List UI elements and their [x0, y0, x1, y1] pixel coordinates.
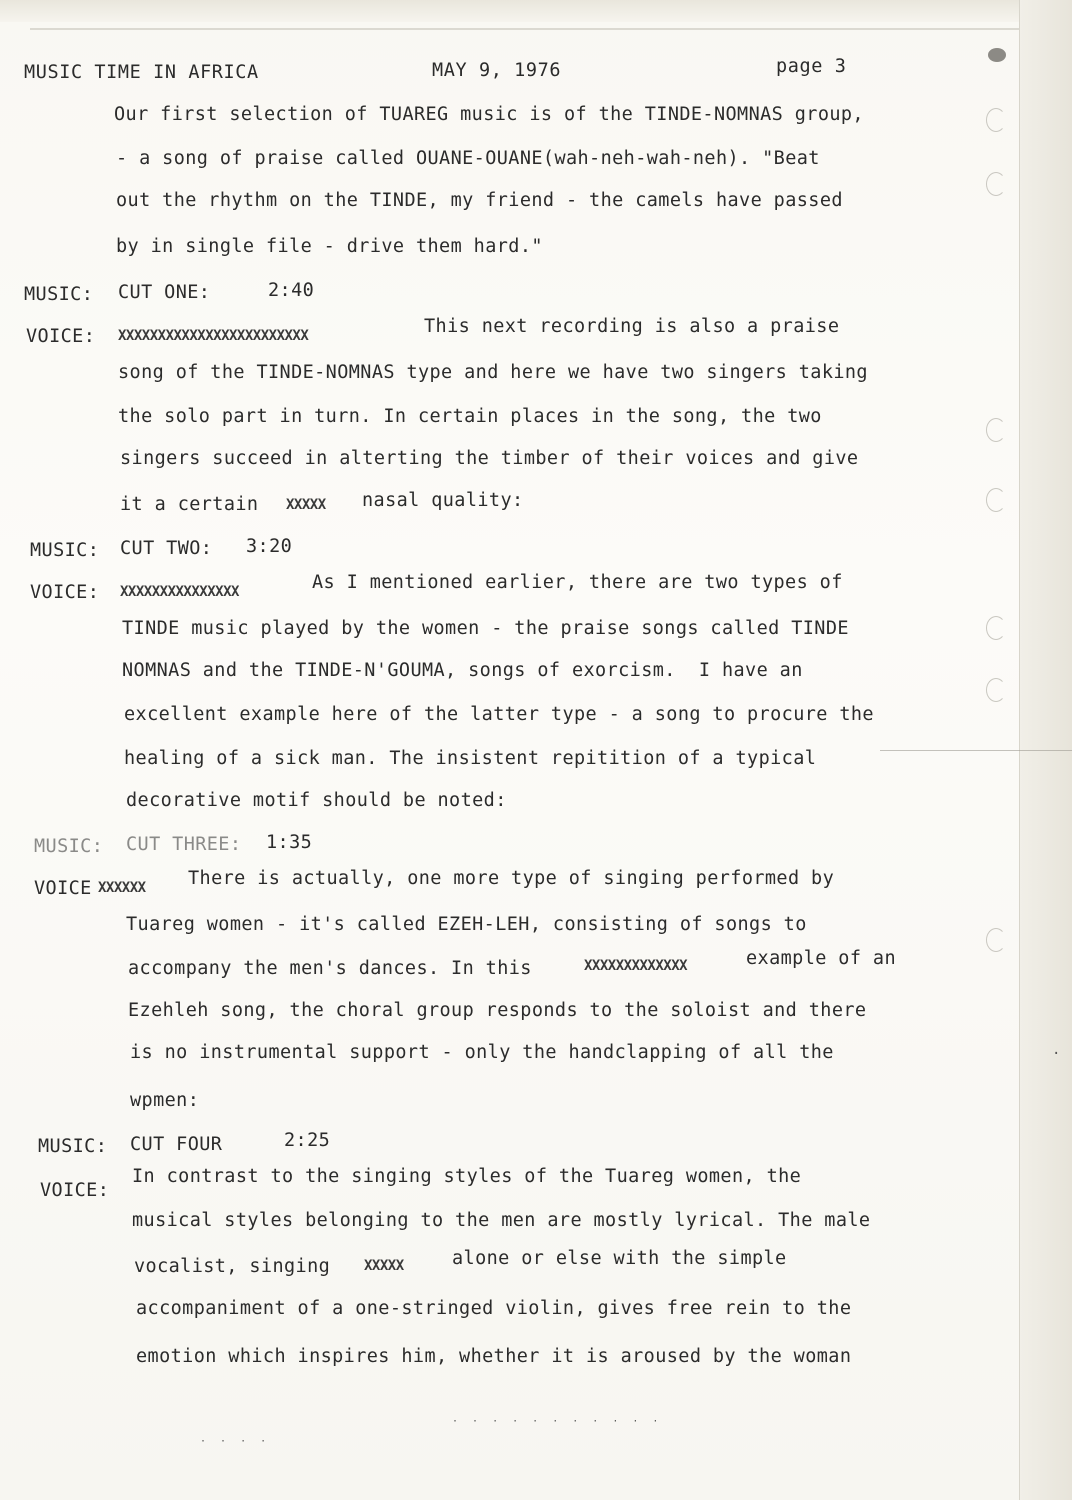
text-line: the solo part in turn. In certain places in the song, the two [118, 406, 822, 427]
music-cue-label: MUSIC: [34, 836, 104, 857]
text-line: by in single file - drive them hard." [116, 236, 543, 257]
voice-cue-label: VOICE [34, 878, 92, 899]
paper-top-edge [0, 0, 1072, 22]
page-number: page 3 [776, 56, 847, 77]
text-line: out the rhythm on the TINDE, my friend - the camels have passed [116, 190, 843, 211]
text-line: - a song of praise called OUANE-OUANE(wah-neh-wah-neh). "Beat [116, 148, 820, 169]
music-cue-time: 3:20 [246, 536, 293, 557]
music-cue-time: 2:40 [268, 280, 315, 301]
struck-text: XXXXXX [98, 880, 146, 896]
text-line: musical styles belonging to the men are mostly lyrical. The male [132, 1210, 871, 1231]
punch-hole-icon [986, 172, 1006, 196]
paper-rule [30, 28, 1020, 30]
text-line: is no instrumental support - only the handclapping of all the [130, 1042, 834, 1063]
text-line: accompany the men's dances. In this [128, 958, 532, 979]
text-line: Our first selection of TUAREG music is of the TINDE-NOMNAS group, [114, 104, 864, 125]
music-cue-label: MUSIC: [30, 540, 100, 561]
punch-hole-icon [986, 108, 1006, 132]
punch-hole-icon [986, 418, 1006, 442]
text-line: emotion which inspires him, whether it is aroused by the woman [136, 1346, 852, 1367]
text-line: wpmen: [130, 1090, 200, 1111]
text-line: alone or else with the simple [452, 1248, 787, 1269]
text-line: There is actually, one more type of singing performed by [188, 868, 835, 889]
struck-text: XXXXXXXXXXXXXXX [120, 584, 239, 600]
paper-specks: · [1052, 1046, 1065, 1062]
program-title: MUSIC TIME IN AFRICA [24, 62, 259, 83]
punch-hole-icon [986, 488, 1006, 512]
punch-hole-icon [988, 48, 1006, 62]
text-line: nasal quality: [362, 490, 524, 511]
struck-text: XXXXX [364, 1258, 404, 1274]
text-line: As I mentioned earlier, there are two types of [312, 572, 843, 593]
text-line: healing of a sick man. The insistent repitition of a typical [124, 748, 817, 769]
punch-hole-icon [986, 616, 1006, 640]
text-line: In contrast to the singing styles of the Tuareg women, the [132, 1166, 802, 1187]
text-line: vocalist, singing [134, 1256, 331, 1277]
script-date: MAY 9, 1976 [432, 60, 562, 81]
voice-cue-label: VOICE: [40, 1180, 110, 1201]
text-line: decorative motif should be noted: [126, 790, 507, 811]
struck-text: XXXXXXXXXXXXXXXXXXXXXXXX [118, 328, 309, 344]
text-line: excellent example here of the latter type - a song to procure the [124, 704, 874, 725]
music-cue-text: CUT ONE: [118, 282, 211, 303]
punch-hole-icon [986, 928, 1006, 952]
fold-line [880, 750, 1072, 751]
music-cue-text: CUT THREE: [126, 834, 242, 855]
text-line: accompaniment of a one-stringed violin, gives free rein to the [136, 1298, 852, 1319]
paper-specks: · · · · [200, 1436, 271, 1447]
text-line: Tuareg women - it's called EZEH-LEH, consisting of songs to [126, 914, 807, 935]
music-cue-text: CUT FOUR [130, 1134, 223, 1155]
text-line: TINDE music played by the women - the praise songs called TINDE [122, 618, 849, 639]
text-line: NOMNAS and the TINDE-N'GOUMA, songs of exorcism. I have an [122, 660, 803, 681]
music-cue-text: CUT TWO: [120, 538, 213, 559]
struck-text: XXXXXXXXXXXXX [584, 958, 688, 974]
text-line: song of the TINDE-NOMNAS type and here we have two singers taking [118, 362, 868, 383]
music-cue-time: 2:25 [284, 1130, 331, 1151]
struck-text: XXXXX [286, 497, 326, 513]
music-cue-label: MUSIC: [24, 284, 94, 305]
text-line: This next recording is also a praise [424, 316, 840, 337]
music-cue-label: MUSIC: [38, 1136, 108, 1157]
voice-cue-label: VOICE: [26, 326, 96, 347]
paper-specks: · · · · · · · · · · · [452, 1416, 663, 1427]
text-line: example of an [746, 948, 896, 969]
punch-hole-icon [986, 678, 1006, 702]
music-cue-time: 1:35 [266, 832, 313, 853]
voice-cue-label: VOICE: [30, 582, 100, 603]
text-line: it a certain [120, 494, 259, 515]
text-line: Ezehleh song, the choral group responds to the soloist and there [128, 1000, 867, 1021]
text-line: singers succeed in alterting the timber of their voices and give [120, 448, 859, 469]
